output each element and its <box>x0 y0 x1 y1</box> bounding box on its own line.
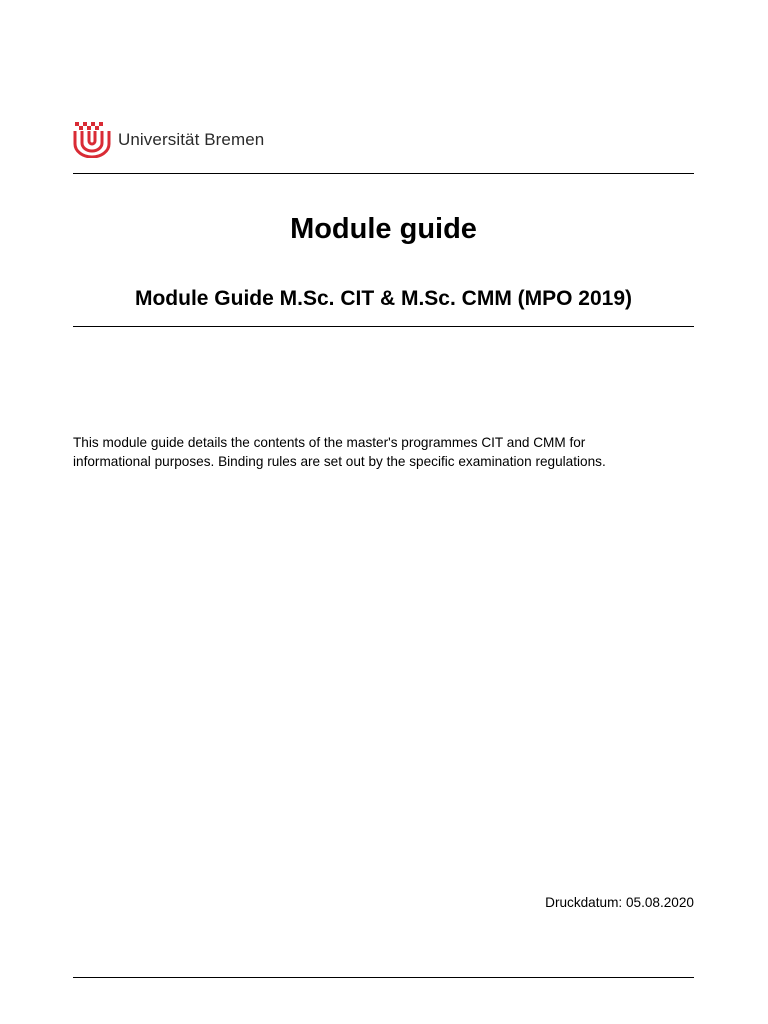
university-logo <box>72 122 264 158</box>
bottom-divider <box>73 977 694 978</box>
title-divider <box>73 326 694 327</box>
print-date: Druckdatum: 05.08.2020 <box>545 895 694 910</box>
intro-line-1: This module guide details the contents of the master's programmes CIT and CMM for <box>73 435 586 450</box>
university-name: Universität Bremen <box>118 130 265 149</box>
intro-line-2: informational purposes. Binding rules are set out by the specific examination regulations. <box>73 454 606 469</box>
intro-paragraph <box>73 433 694 471</box>
top-divider <box>73 173 694 174</box>
page-title: Module guide <box>290 213 477 245</box>
university-emblem-icon <box>72 122 112 158</box>
page-subtitle: Module Guide M.Sc. CIT & M.Sc. CMM (MPO 2019) <box>134 287 633 310</box>
